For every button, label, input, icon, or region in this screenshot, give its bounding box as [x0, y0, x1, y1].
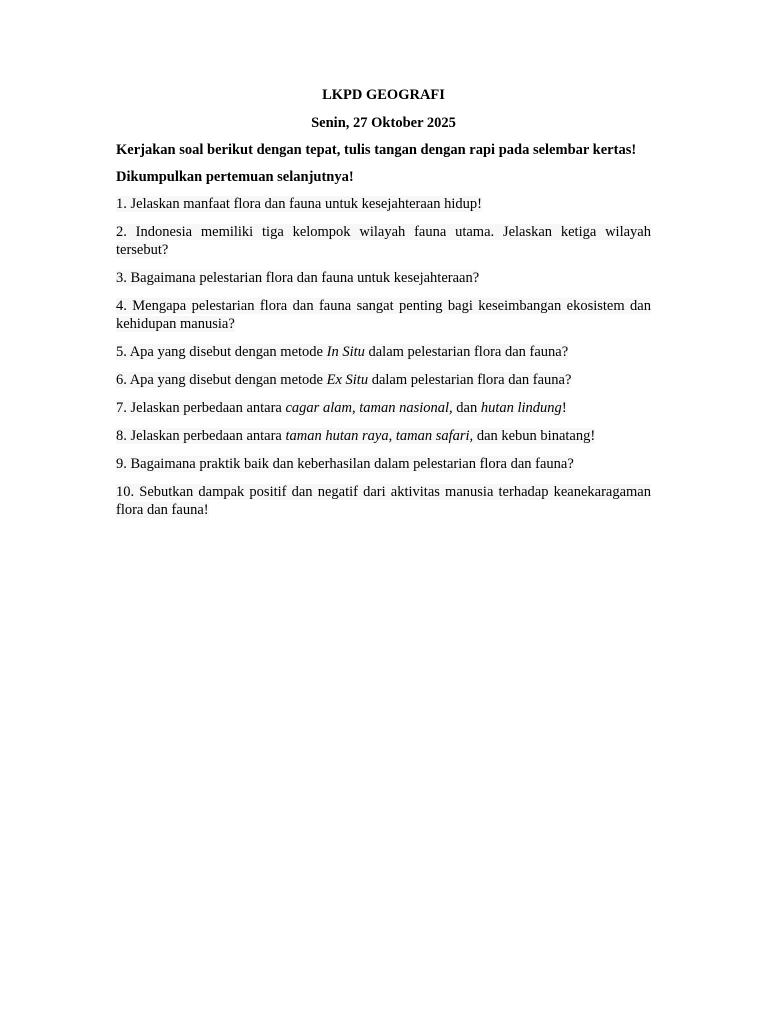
- question-8-term-1: taman hutan raya: [285, 428, 389, 444]
- question-2-text: 2. Indonesia memiliki tiga kelompok wilayah fauna utama. Jelaskan ketiga wilayah tersebut?: [116, 224, 651, 258]
- question-5-term: In Situ: [326, 344, 365, 360]
- question-4: [116, 297, 651, 333]
- question-10-text: 10. Sebutkan dampak positif dan negatif dari aktivitas manusia terhadap keanekaragaman flora dan fauna!: [116, 484, 651, 518]
- question-5-text-b: dalam pelestarian flora dan fauna?: [364, 344, 569, 360]
- document-title: LKPD GEOGRAFI: [322, 87, 445, 103]
- question-7-mid: dan: [452, 400, 481, 416]
- question-3: [116, 269, 651, 287]
- document-date: Senin, 27 Oktober 2025: [311, 115, 456, 131]
- question-6-text-b: dalam pelestarian flora dan fauna?: [368, 372, 572, 388]
- question-1-text: 1. Jelaskan manfaat flora dan fauna untuk kesejahteraan hidup!: [116, 196, 482, 212]
- instruction-text: Kerjakan soal berikut dengan tepat, tulis tangan dengan rapi pada selembar kertas!: [116, 142, 637, 158]
- question-7-sep: ,: [351, 400, 360, 416]
- deadline-text: Dikumpulkan pertemuan selanjutnya!: [116, 169, 354, 185]
- question-7-term-1: cagar alam: [285, 400, 352, 416]
- question-8-sep: ,: [388, 428, 396, 444]
- document-page: [116, 86, 651, 529]
- question-6: [116, 371, 651, 389]
- question-9-text: 9. Bagaimana praktik baik dan keberhasilan dalam pelestarian flora dan fauna?: [116, 456, 574, 472]
- question-8-text-a: 8. Jelaskan perbedaan antara: [116, 428, 286, 444]
- question-5-text-a: 5. Apa yang disebut dengan metode: [116, 344, 327, 360]
- question-2: [116, 223, 651, 259]
- question-8: [116, 427, 651, 445]
- question-7-end: !: [561, 400, 567, 416]
- question-4-text: 4. Mengapa pelestarian flora dan fauna sangat penting bagi keseimbangan ekosistem dan kehidupan manusia?: [116, 298, 651, 332]
- question-7: [116, 399, 651, 417]
- question-6-term: Ex Situ: [326, 372, 369, 388]
- question-3-text: 3. Bagaimana pelestarian flora dan fauna untuk kesejahteraan?: [116, 270, 480, 286]
- question-10: [116, 483, 651, 519]
- question-7-text-a: 7. Jelaskan perbedaan antara: [116, 400, 286, 416]
- question-8-end: dan kebun binatang!: [473, 428, 596, 444]
- question-5: [116, 343, 651, 361]
- question-7-term-3: hutan lindung: [480, 400, 562, 416]
- question-7-term-2: taman nasional,: [359, 400, 453, 416]
- question-9: [116, 455, 651, 473]
- question-6-text-a: 6. Apa yang disebut dengan metode: [116, 372, 327, 388]
- question-1: [116, 195, 651, 213]
- question-8-term-2: taman safari,: [395, 428, 474, 444]
